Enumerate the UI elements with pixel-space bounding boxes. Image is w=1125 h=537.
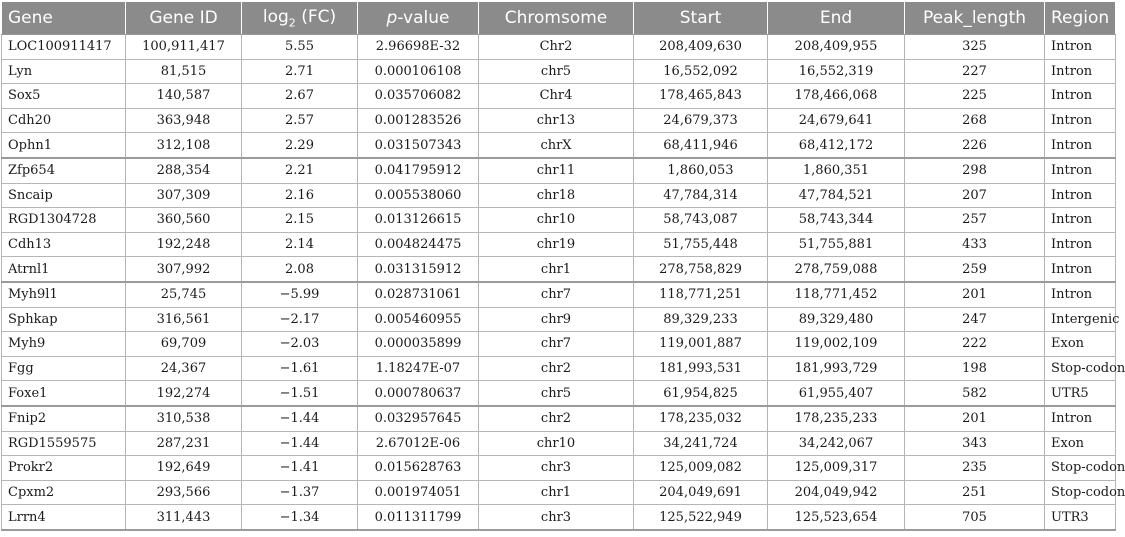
cell-gene: Myh9 bbox=[2, 332, 126, 357]
cell-region: UTR5 bbox=[1045, 381, 1116, 406]
cell-peak-length: 298 bbox=[905, 158, 1045, 183]
cell-pvalue: 0.005460955 bbox=[358, 307, 479, 332]
cell-end: 68,412,172 bbox=[768, 133, 905, 158]
cell-log2fc: 5.55 bbox=[242, 35, 358, 60]
cell-start: 118,771,251 bbox=[634, 282, 768, 307]
table-row bbox=[2, 158, 1116, 183]
cell-gene: Foxe1 bbox=[2, 381, 126, 406]
cell-region: Intron bbox=[1045, 208, 1116, 233]
cell-end: 125,009,317 bbox=[768, 456, 905, 481]
cell-pvalue: 0.031315912 bbox=[358, 257, 479, 282]
cell-region: Intron bbox=[1045, 59, 1116, 84]
cell-peak-length: 235 bbox=[905, 456, 1045, 481]
table-row bbox=[2, 307, 1116, 332]
cell-region: Exon bbox=[1045, 431, 1116, 456]
cell-gene-id: 293,566 bbox=[126, 480, 242, 505]
cell-gene: Fgg bbox=[2, 356, 126, 381]
table-body bbox=[2, 35, 1125, 530]
table-row bbox=[2, 35, 1116, 60]
cell-chromosome: chr9 bbox=[479, 307, 634, 332]
cell-gene-id: 81,515 bbox=[126, 59, 242, 84]
cell-start: 68,411,946 bbox=[634, 133, 768, 158]
cell-end: 181,993,729 bbox=[768, 356, 905, 381]
cell-log2fc: −1.61 bbox=[242, 356, 358, 381]
header-chromosome: Chromsome bbox=[479, 2, 634, 35]
cell-gene: Zfp654 bbox=[2, 158, 126, 183]
cell-chromosome: chr5 bbox=[479, 381, 634, 406]
cell-end: 119,002,109 bbox=[768, 332, 905, 357]
cell-region: UTR3 bbox=[1045, 505, 1116, 530]
table-row bbox=[2, 59, 1116, 84]
cell-peak-length: 222 bbox=[905, 332, 1045, 357]
cell-region: Intron bbox=[1045, 183, 1116, 208]
cell-log2fc: 2.08 bbox=[242, 257, 358, 282]
cell-start: 278,758,829 bbox=[634, 257, 768, 282]
cell-peak-length: 343 bbox=[905, 431, 1045, 456]
cell-peak-length: 257 bbox=[905, 208, 1045, 233]
cell-gene: Lyn bbox=[2, 59, 126, 84]
cell-gene-id: 312,108 bbox=[126, 133, 242, 158]
cell-pvalue: 0.041795912 bbox=[358, 158, 479, 183]
table-row bbox=[2, 332, 1116, 357]
cell-peak-length: 226 bbox=[905, 133, 1045, 158]
cell-end: 89,329,480 bbox=[768, 307, 905, 332]
table-header bbox=[2, 2, 1116, 35]
cell-gene: Cdh13 bbox=[2, 232, 126, 257]
cell-chromosome: chr1 bbox=[479, 257, 634, 282]
table-row bbox=[2, 108, 1116, 133]
cell-end: 178,466,068 bbox=[768, 84, 905, 109]
cell-pvalue: 0.005538060 bbox=[358, 183, 479, 208]
header-log-prefix: log bbox=[262, 6, 289, 27]
cell-gene-id: 100,911,417 bbox=[126, 35, 242, 60]
cell-gene-id: 307,309 bbox=[126, 183, 242, 208]
cell-chromosome: chr3 bbox=[479, 505, 634, 530]
cell-peak-length: 268 bbox=[905, 108, 1045, 133]
cell-gene-id: 307,992 bbox=[126, 257, 242, 282]
table-row bbox=[2, 505, 1116, 530]
cell-gene-id: 140,587 bbox=[126, 84, 242, 109]
cell-pvalue: 0.001974051 bbox=[358, 480, 479, 505]
cell-gene: Fnip2 bbox=[2, 406, 126, 431]
header-log-suffix: (FC) bbox=[295, 6, 337, 27]
cell-pvalue: 2.67012E-06 bbox=[358, 431, 479, 456]
cell-gene: Myh9l1 bbox=[2, 282, 126, 307]
cell-peak-length: 207 bbox=[905, 183, 1045, 208]
cell-chromosome: chr18 bbox=[479, 183, 634, 208]
cell-start: 178,235,032 bbox=[634, 406, 768, 431]
cell-gene: LOC100911417 bbox=[2, 35, 126, 60]
cell-pvalue: 1.18247E-07 bbox=[358, 356, 479, 381]
cell-log2fc: −2.03 bbox=[242, 332, 358, 357]
cell-pvalue: 0.013126615 bbox=[358, 208, 479, 233]
header-pvalue bbox=[358, 2, 479, 35]
cell-start: 125,522,949 bbox=[634, 505, 768, 530]
cell-log2fc: −1.44 bbox=[242, 406, 358, 431]
cell-chromosome: chr10 bbox=[479, 431, 634, 456]
cell-pvalue: 0.015628763 bbox=[358, 456, 479, 481]
cell-region: Stop-codon bbox=[1045, 356, 1116, 381]
cell-gene-id: 311,443 bbox=[126, 505, 242, 530]
cell-chromosome: chr19 bbox=[479, 232, 634, 257]
cell-chromosome: chr2 bbox=[479, 406, 634, 431]
cell-start: 24,679,373 bbox=[634, 108, 768, 133]
cell-chromosome: chr7 bbox=[479, 282, 634, 307]
cell-peak-length: 251 bbox=[905, 480, 1045, 505]
cell-start: 119,001,887 bbox=[634, 332, 768, 357]
table-row bbox=[2, 406, 1116, 431]
cell-start: 61,954,825 bbox=[634, 381, 768, 406]
cell-pvalue: 0.032957645 bbox=[358, 406, 479, 431]
header-peak-length: Peak_length bbox=[905, 2, 1045, 35]
cell-log2fc: −2.17 bbox=[242, 307, 358, 332]
cell-end: 58,743,344 bbox=[768, 208, 905, 233]
cell-region: Stop-codon bbox=[1045, 456, 1116, 481]
cell-region: Intron bbox=[1045, 282, 1116, 307]
table-row bbox=[2, 232, 1116, 257]
cell-chromosome: chr13 bbox=[479, 108, 634, 133]
cell-region: Intergenic bbox=[1045, 307, 1116, 332]
cell-end: 178,235,233 bbox=[768, 406, 905, 431]
cell-region: Exon bbox=[1045, 332, 1116, 357]
cell-end: 61,955,407 bbox=[768, 381, 905, 406]
header-p-italic: p bbox=[386, 8, 398, 28]
cell-peak-length: 582 bbox=[905, 381, 1045, 406]
header-log-sub: 2 bbox=[288, 16, 296, 30]
cell-pvalue: 0.004824475 bbox=[358, 232, 479, 257]
cell-pvalue: 0.000106108 bbox=[358, 59, 479, 84]
header-start: Start bbox=[634, 2, 768, 35]
cell-start: 89,329,233 bbox=[634, 307, 768, 332]
cell-log2fc: 2.67 bbox=[242, 84, 358, 109]
cell-chromosome: chr3 bbox=[479, 456, 634, 481]
cell-gene-id: 192,248 bbox=[126, 232, 242, 257]
cell-region: Intron bbox=[1045, 108, 1116, 133]
cell-chromosome: chr1 bbox=[479, 480, 634, 505]
cell-gene: RGD1559575 bbox=[2, 431, 126, 456]
cell-region: Stop-codon bbox=[1045, 480, 1116, 505]
cell-region: Intron bbox=[1045, 133, 1116, 158]
cell-log2fc: 2.15 bbox=[242, 208, 358, 233]
header-region: Region bbox=[1045, 2, 1116, 35]
cell-pvalue: 0.001283526 bbox=[358, 108, 479, 133]
cell-peak-length: 325 bbox=[905, 35, 1045, 60]
cell-log2fc: 2.21 bbox=[242, 158, 358, 183]
cell-start: 16,552,092 bbox=[634, 59, 768, 84]
table-row bbox=[2, 84, 1116, 109]
cell-start: 1,860,053 bbox=[634, 158, 768, 183]
cell-region: Intron bbox=[1045, 232, 1116, 257]
header-end: End bbox=[768, 2, 905, 35]
cell-gene: Lrrn4 bbox=[2, 505, 126, 530]
header-p-suffix: -value bbox=[397, 8, 450, 28]
cell-gene: Sox5 bbox=[2, 84, 126, 109]
cell-chromosome: Chr4 bbox=[479, 84, 634, 109]
cell-chromosome: chr7 bbox=[479, 332, 634, 357]
table-row bbox=[2, 381, 1116, 406]
cell-end: 24,679,641 bbox=[768, 108, 905, 133]
header-gene-id: Gene ID bbox=[126, 2, 242, 35]
cell-end: 204,049,942 bbox=[768, 480, 905, 505]
cell-chromosome: chr10 bbox=[479, 208, 634, 233]
cell-log2fc: 2.29 bbox=[242, 133, 358, 158]
cell-end: 208,409,955 bbox=[768, 35, 905, 60]
cell-pvalue: 0.028731061 bbox=[358, 282, 479, 307]
cell-start: 58,743,087 bbox=[634, 208, 768, 233]
cell-gene-id: 360,560 bbox=[126, 208, 242, 233]
cell-chromosome: chr2 bbox=[479, 356, 634, 381]
cell-peak-length: 225 bbox=[905, 84, 1045, 109]
table-row bbox=[2, 456, 1116, 481]
cell-peak-length: 247 bbox=[905, 307, 1045, 332]
table-row bbox=[2, 282, 1116, 307]
cell-end: 278,759,088 bbox=[768, 257, 905, 282]
cell-gene: Sphkap bbox=[2, 307, 126, 332]
cell-log2fc: 2.14 bbox=[242, 232, 358, 257]
cell-gene: RGD1304728 bbox=[2, 208, 126, 233]
cell-log2fc: −1.37 bbox=[242, 480, 358, 505]
cell-gene: Cdh20 bbox=[2, 108, 126, 133]
cell-log2fc: 2.57 bbox=[242, 108, 358, 133]
cell-region: Intron bbox=[1045, 35, 1116, 60]
cell-peak-length: 433 bbox=[905, 232, 1045, 257]
cell-peak-length: 259 bbox=[905, 257, 1045, 282]
cell-gene: Ophn1 bbox=[2, 133, 126, 158]
header-gene: Gene bbox=[2, 2, 126, 35]
cell-gene: Sncaip bbox=[2, 183, 126, 208]
cell-start: 208,409,630 bbox=[634, 35, 768, 60]
cell-gene-id: 287,231 bbox=[126, 431, 242, 456]
cell-region: Intron bbox=[1045, 158, 1116, 183]
cell-gene-id: 363,948 bbox=[126, 108, 242, 133]
cell-end: 34,242,067 bbox=[768, 431, 905, 456]
cell-start: 51,755,448 bbox=[634, 232, 768, 257]
header-log2fc bbox=[242, 2, 358, 35]
cell-region: Intron bbox=[1045, 84, 1116, 109]
cell-gene-id: 316,561 bbox=[126, 307, 242, 332]
cell-chromosome: chr5 bbox=[479, 59, 634, 84]
table-row bbox=[2, 133, 1116, 158]
cell-end: 16,552,319 bbox=[768, 59, 905, 84]
cell-gene: Cpxm2 bbox=[2, 480, 126, 505]
table-row bbox=[2, 431, 1116, 456]
cell-start: 34,241,724 bbox=[634, 431, 768, 456]
cell-region: Intron bbox=[1045, 257, 1116, 282]
cell-end: 47,784,521 bbox=[768, 183, 905, 208]
cell-log2fc: −1.44 bbox=[242, 431, 358, 456]
cell-log2fc: −1.41 bbox=[242, 456, 358, 481]
cell-peak-length: 201 bbox=[905, 406, 1045, 431]
cell-end: 1,860,351 bbox=[768, 158, 905, 183]
cell-gene: Atrnl1 bbox=[2, 257, 126, 282]
cell-pvalue: 2.96698E-32 bbox=[358, 35, 479, 60]
table-row bbox=[2, 183, 1116, 208]
cell-pvalue: 0.031507343 bbox=[358, 133, 479, 158]
cell-chromosome: Chr2 bbox=[479, 35, 634, 60]
cell-pvalue: 0.000780637 bbox=[358, 381, 479, 406]
table-row bbox=[2, 257, 1116, 282]
cell-peak-length: 198 bbox=[905, 356, 1045, 381]
cell-gene-id: 24,367 bbox=[126, 356, 242, 381]
cell-gene-id: 69,709 bbox=[126, 332, 242, 357]
cell-end: 125,523,654 bbox=[768, 505, 905, 530]
cell-region: Intron bbox=[1045, 406, 1116, 431]
cell-end: 118,771,452 bbox=[768, 282, 905, 307]
cell-log2fc: 2.16 bbox=[242, 183, 358, 208]
cell-log2fc: −5.99 bbox=[242, 282, 358, 307]
cell-pvalue: 0.000035899 bbox=[358, 332, 479, 357]
cell-peak-length: 201 bbox=[905, 282, 1045, 307]
cell-chromosome: chr11 bbox=[479, 158, 634, 183]
cell-gene-id: 192,649 bbox=[126, 456, 242, 481]
cell-peak-length: 227 bbox=[905, 59, 1045, 84]
table-row bbox=[2, 356, 1116, 381]
cell-gene-id: 25,745 bbox=[126, 282, 242, 307]
cell-start: 125,009,082 bbox=[634, 456, 768, 481]
cell-gene: Prokr2 bbox=[2, 456, 126, 481]
cell-log2fc: 2.71 bbox=[242, 59, 358, 84]
cell-pvalue: 0.011311799 bbox=[358, 505, 479, 530]
table-row bbox=[2, 480, 1116, 505]
cell-peak-length: 705 bbox=[905, 505, 1045, 530]
cell-start: 181,993,531 bbox=[634, 356, 768, 381]
cell-end: 51,755,881 bbox=[768, 232, 905, 257]
cell-pvalue: 0.035706082 bbox=[358, 84, 479, 109]
cell-log2fc: −1.34 bbox=[242, 505, 358, 530]
cell-chromosome: chrX bbox=[479, 133, 634, 158]
gene-table bbox=[1, 1, 1125, 531]
cell-gene-id: 192,274 bbox=[126, 381, 242, 406]
cell-gene-id: 288,354 bbox=[126, 158, 242, 183]
cell-start: 178,465,843 bbox=[634, 84, 768, 109]
cell-start: 47,784,314 bbox=[634, 183, 768, 208]
header-row bbox=[2, 2, 1116, 35]
table-row bbox=[2, 208, 1116, 233]
cell-log2fc: −1.51 bbox=[242, 381, 358, 406]
cell-gene-id: 310,538 bbox=[126, 406, 242, 431]
cell-start: 204,049,691 bbox=[634, 480, 768, 505]
